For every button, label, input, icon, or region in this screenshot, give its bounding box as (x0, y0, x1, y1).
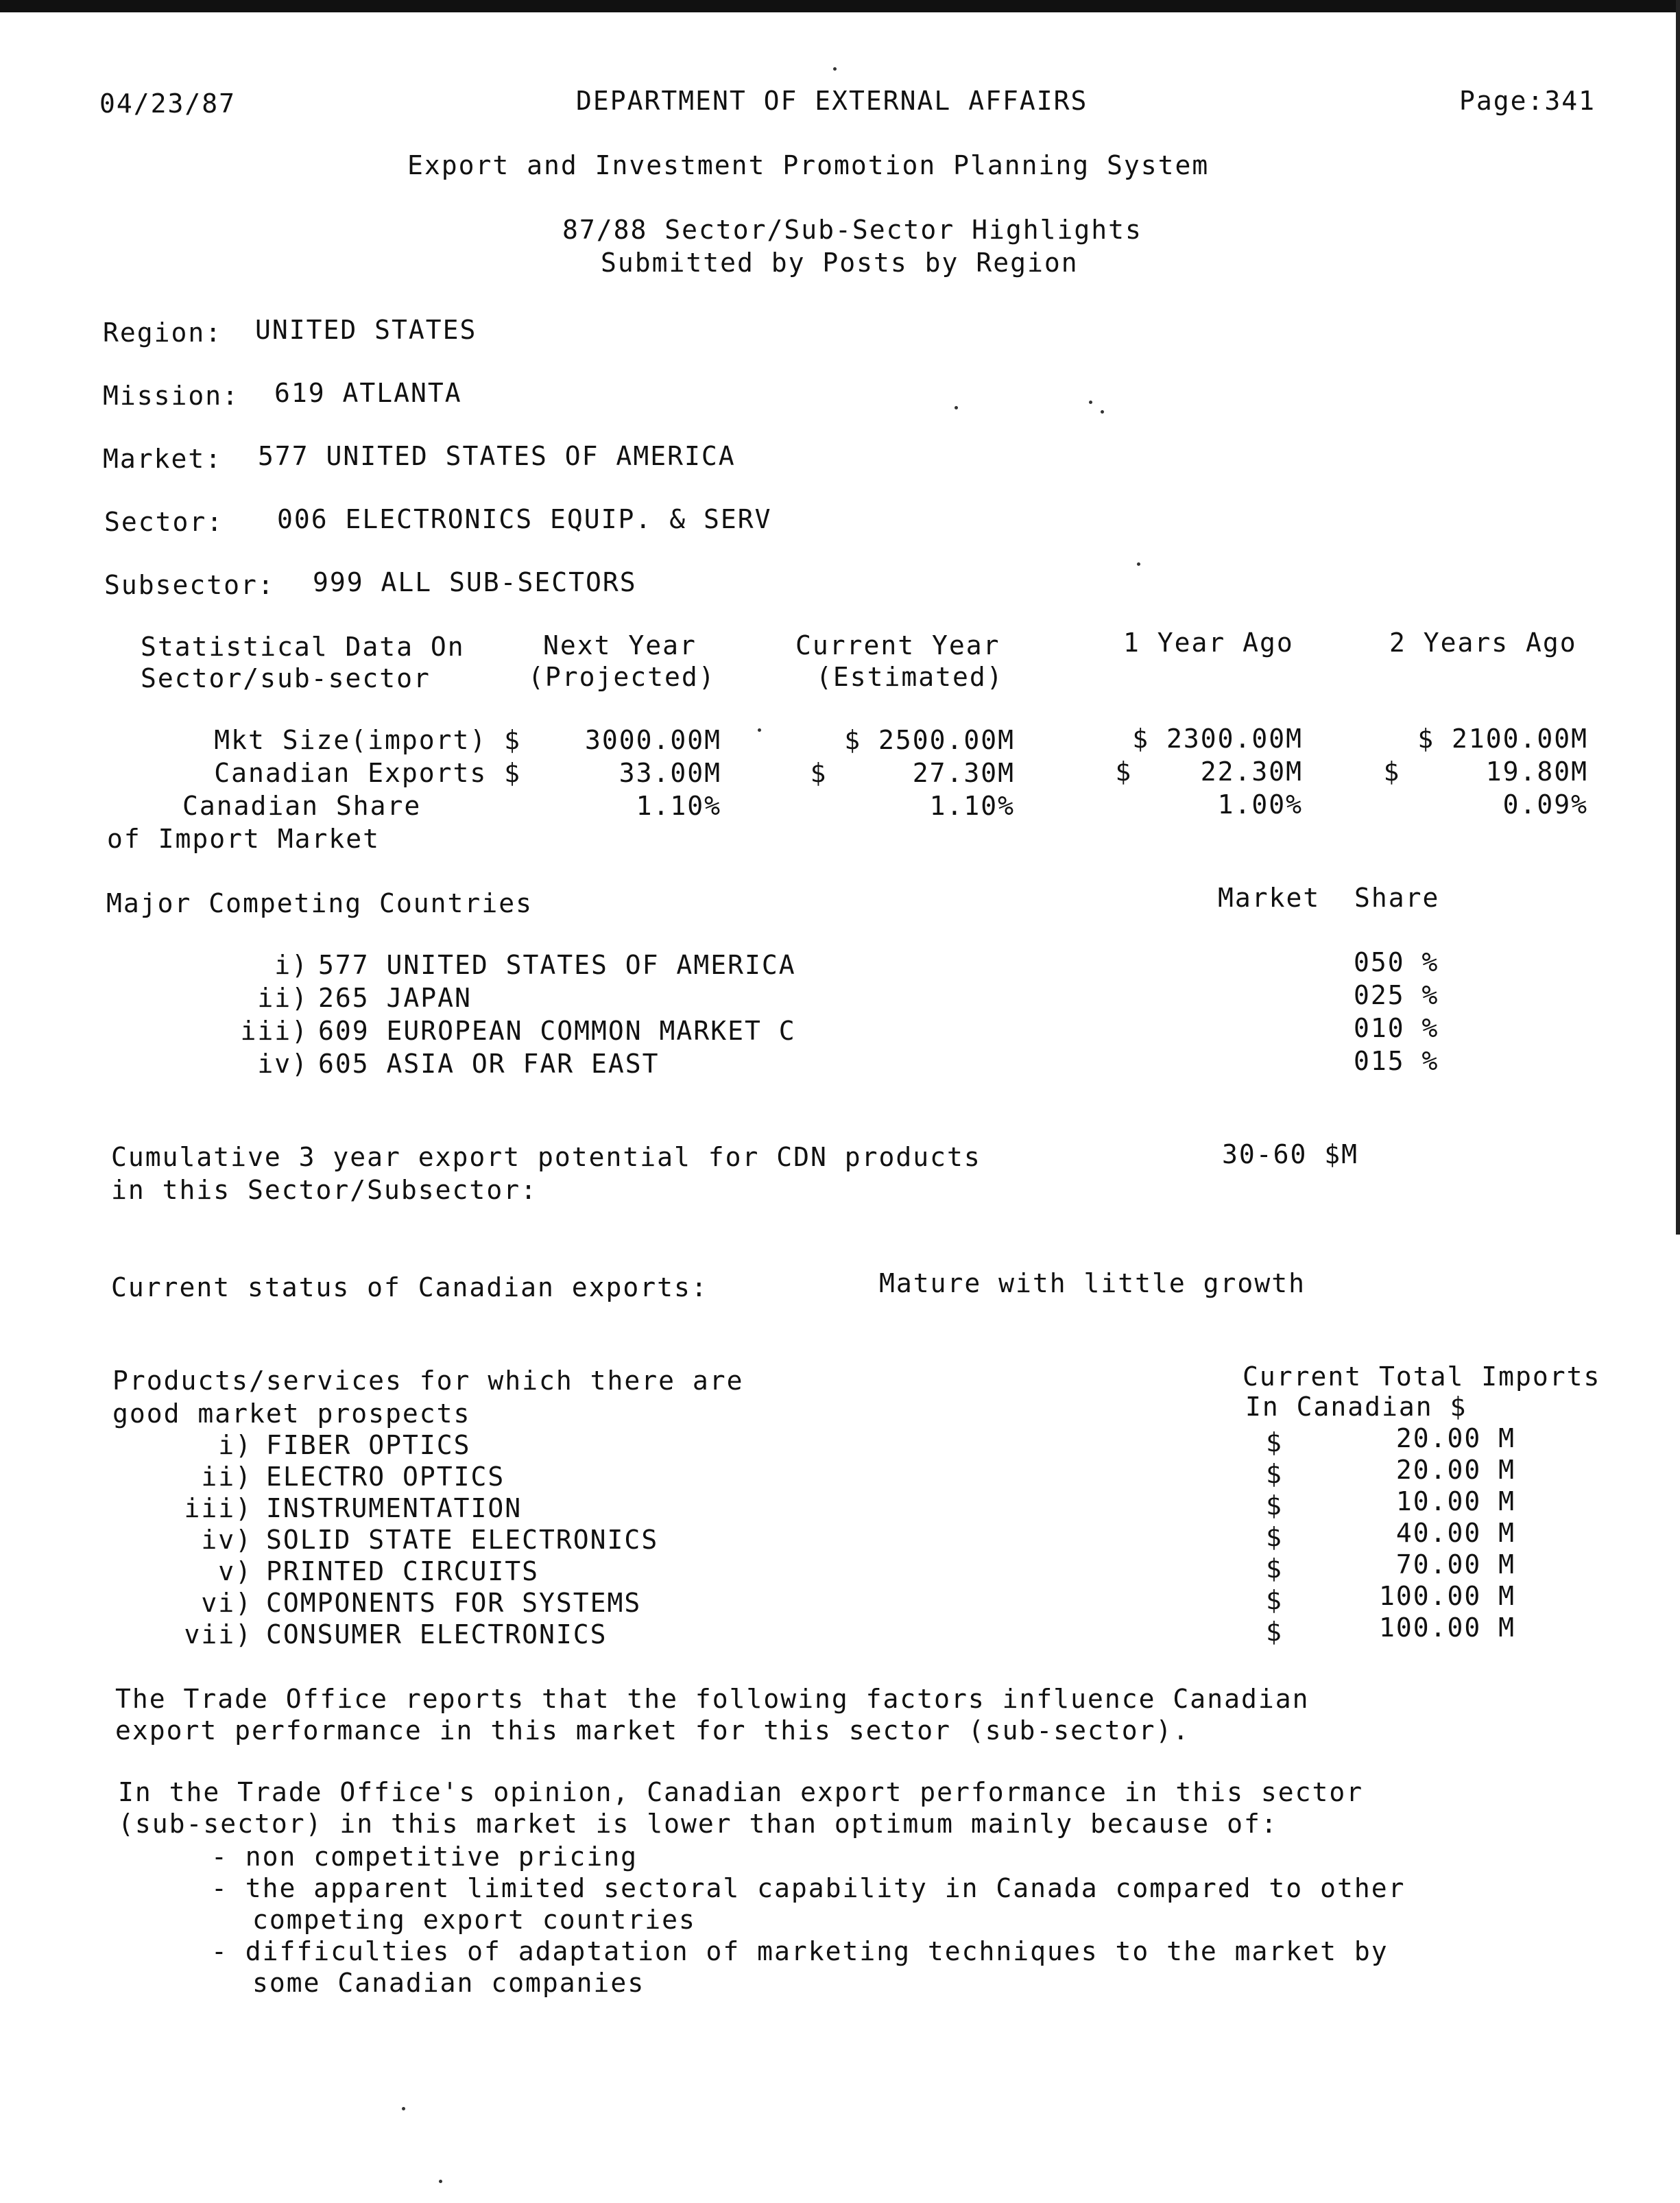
opinion-line2: (sub-sector) in this market is lower than optimum mainly because of: (118, 1809, 1278, 1839)
status-value: Mature with little growth (879, 1268, 1306, 1298)
sector-value: 006 ELECTRONICS EQUIP. & SERV (277, 504, 772, 534)
opinion-bullet: - the apparent limited sectoral capability in Canada compared to other (211, 1873, 1406, 1903)
currency-symbol: $ (1266, 1490, 1283, 1521)
market-share-heading: Market Share (1218, 883, 1440, 913)
currency-symbol: $ (1266, 1617, 1283, 1647)
item-number: iv) (201, 1525, 252, 1555)
country-share: 010 % (1354, 1013, 1439, 1043)
import-amount: 10.00 M (1395, 1486, 1515, 1516)
opinion-bullet: - difficulties of adaptation of marketing techniques to the market by (211, 1936, 1389, 1966)
products-heading-line1: Products/services for which there are (112, 1366, 744, 1396)
country-name: 265 JAPAN (318, 983, 472, 1013)
row-label-canadian-share: Canadian Share (182, 791, 422, 821)
products-heading-line2: good market prospects (112, 1398, 471, 1429)
opinion-bullet: - non competitive pricing (211, 1842, 638, 1872)
product-name: PRINTED CIRCUITS (266, 1556, 540, 1586)
potential-line2: in this Sector/Subsector: (111, 1175, 538, 1205)
item-number: i) (274, 950, 309, 980)
item-number: vi) (201, 1588, 252, 1618)
country-name: 609 EUROPEAN COMMON MARKET C (318, 1016, 796, 1046)
stats-heading-line2: Sector/sub-sector (141, 663, 431, 693)
cell-value: 1.00% (1217, 789, 1303, 820)
import-amount: 100.00 M (1378, 1612, 1515, 1643)
product-name: INSTRUMENTATION (266, 1493, 523, 1523)
currency-symbol: $ (1266, 1522, 1283, 1552)
currency-symbol: $ (1266, 1553, 1283, 1584)
column-header-1-year-ago: 1 Year Ago (1123, 628, 1294, 658)
row-label-mkt-size: Mkt Size(import) $ (214, 725, 521, 755)
scan-speck (402, 2107, 405, 2110)
currency-symbol: $ (1266, 1585, 1283, 1615)
product-name: SOLID STATE ELECTRONICS (266, 1525, 659, 1555)
product-name: FIBER OPTICS (266, 1430, 471, 1460)
opinion-line1: In the Trade Office's opinion, Canadian export performance in this sector (118, 1777, 1364, 1807)
status-label: Current status of Canadian exports: (111, 1272, 708, 1302)
item-number: v) (218, 1556, 252, 1586)
system-title: Export and Investment Promotion Planning System (407, 150, 1210, 180)
sector-label: Sector: (104, 507, 224, 537)
cell-value: 3000.00M (584, 725, 721, 755)
scan-speck (833, 67, 837, 71)
scan-speck (439, 2180, 442, 2183)
cell-value: 1.10% (929, 791, 1015, 821)
mission-label: Mission: (103, 381, 240, 411)
cell-value: 33.00M (619, 758, 721, 788)
column-header-next-year: Next Year (543, 630, 697, 660)
scan-right-edge (1676, 0, 1680, 1235)
scan-speck (1089, 401, 1092, 404)
column-header-current-year: Current Year (795, 630, 1000, 660)
item-number: ii) (201, 1462, 252, 1492)
cell-value: $ 2300.00M (1132, 724, 1303, 754)
cell-value: $ 2500.00M (844, 725, 1015, 755)
opinion-bullet-continued: some Canadian companies (252, 1968, 645, 1998)
country-share: 050 % (1354, 947, 1439, 977)
mission-value: 619 ATLANTA (274, 378, 462, 408)
item-number: iii) (184, 1493, 252, 1523)
page-number: Page:341 (1459, 86, 1596, 116)
cell-value: $ 27.30M (810, 758, 1015, 788)
cell-value: 1.10% (636, 791, 721, 821)
column-header-2-years-ago: 2 Years Ago (1389, 628, 1577, 658)
country-share: 015 % (1354, 1046, 1439, 1076)
region-value: UNITED STATES (255, 315, 477, 345)
report-subtitle: Submitted by Posts by Region (601, 248, 1079, 278)
imports-heading-line1: Current Total Imports (1243, 1361, 1601, 1392)
product-name: ELECTRO OPTICS (266, 1462, 505, 1492)
currency-symbol: $ (1266, 1459, 1283, 1489)
scan-top-edge (0, 0, 1680, 12)
country-name: 577 UNITED STATES OF AMERICA (318, 950, 796, 980)
import-amount: 20.00 M (1395, 1455, 1515, 1485)
share-suffix: of Import Market (107, 824, 381, 854)
column-subheader-current-year: (Estimated) (816, 662, 1004, 692)
cell-value: $ 2100.00M (1417, 724, 1588, 754)
stats-heading-line1: Statistical Data On (141, 632, 465, 662)
import-amount: 70.00 M (1395, 1549, 1515, 1580)
import-amount: 40.00 M (1395, 1518, 1515, 1548)
import-amount: 100.00 M (1378, 1581, 1515, 1611)
item-number: ii) (257, 983, 309, 1013)
row-label-canadian-exports: Canadian Exports $ (214, 758, 521, 788)
product-name: CONSUMER ELECTRONICS (266, 1619, 608, 1650)
market-value: 577 UNITED STATES OF AMERICA (258, 441, 736, 471)
column-subheader-next-year: (Projected) (528, 662, 716, 692)
item-number: iv) (257, 1049, 309, 1079)
cell-value: $ 19.80M (1383, 757, 1588, 787)
product-name: COMPONENTS FOR SYSTEMS (266, 1588, 642, 1618)
potential-line1: Cumulative 3 year export potential for CDN products (111, 1142, 981, 1172)
region-label: Region: (103, 318, 223, 348)
factors-line2: export performance in this market for this sector (sub-sector). (115, 1715, 1190, 1746)
scan-speck (758, 728, 761, 732)
item-number: i) (218, 1430, 252, 1460)
report-title: 87/88 Sector/Sub-Sector Highlights (562, 215, 1142, 245)
report-date: 04/23/87 (99, 88, 237, 119)
subsector-value: 999 ALL SUB-SECTORS (313, 567, 637, 597)
opinion-bullet-continued: competing export countries (252, 1905, 696, 1935)
imports-heading-line2: In Canadian $ (1245, 1392, 1467, 1422)
country-share: 025 % (1354, 980, 1439, 1010)
scan-speck (955, 406, 958, 409)
import-amount: 20.00 M (1395, 1423, 1515, 1453)
factors-line1: The Trade Office reports that the following factors influence Canadian (115, 1684, 1310, 1714)
scan-speck (1101, 410, 1104, 414)
item-number: iii) (240, 1016, 309, 1046)
cell-value: $ 22.30M (1115, 757, 1303, 787)
subsector-label: Subsector: (104, 570, 275, 600)
scan-speck (1137, 562, 1140, 566)
item-number: vii) (184, 1619, 252, 1650)
department-name: DEPARTMENT OF EXTERNAL AFFAIRS (576, 86, 1088, 116)
country-name: 605 ASIA OR FAR EAST (318, 1049, 660, 1079)
competitors-heading: Major Competing Countries (106, 888, 533, 918)
market-label: Market: (103, 444, 223, 474)
currency-symbol: $ (1266, 1427, 1283, 1457)
potential-value: 30-60 $M (1222, 1139, 1359, 1169)
cell-value: 0.09% (1502, 789, 1588, 820)
